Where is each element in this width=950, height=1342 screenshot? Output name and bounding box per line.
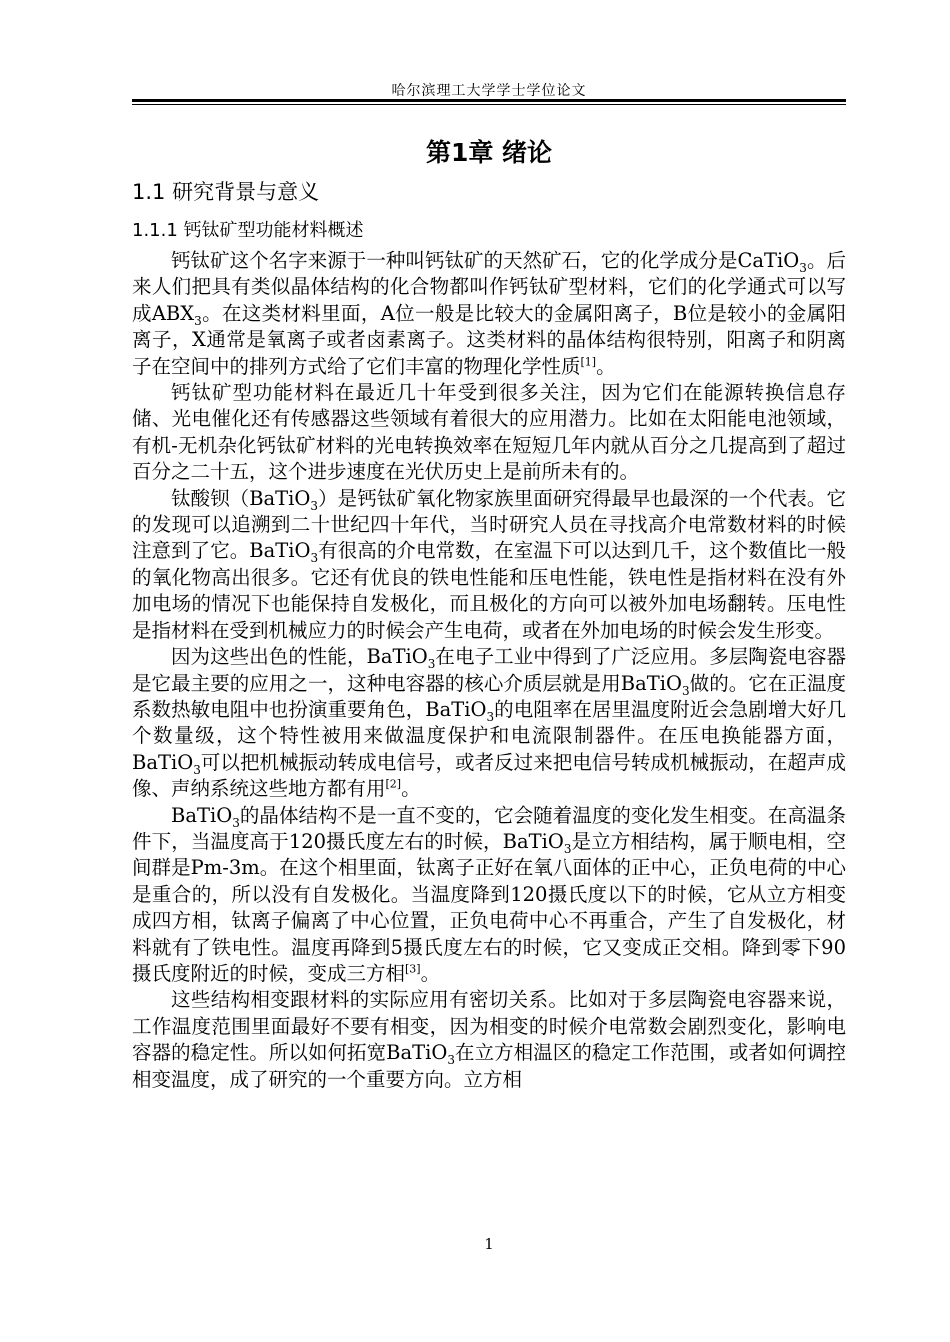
subscript: 3 [310, 551, 319, 566]
section-title: 1.1 研究背景与意义 [132, 180, 320, 204]
citation-ref[interactable]: [2] [385, 777, 402, 791]
running-header: 哈尔滨理工大学学士学位论文 [391, 83, 587, 99]
citation-ref[interactable]: [3] [405, 962, 421, 976]
paragraph-1: 钙钛矿这个名字来源于一种叫钙钛矿的天然矿石，它的化学成分是CaTiO$_3$。后来人们把具有类似晶体结构的化合物都叫作钙钛矿型材料，它们的化学通式可以写成$ABX_3$。在这类材料里面，A位一般是比较大的金属阳离子，B位是较小的金属阳离子，X通常是氧离子或者卤素离子。这类材料的晶体结构很特别，阳离子和阴离子在空间中的排列方式给了它们丰富的物理化学性质[1]。 [132, 249, 846, 378]
subscript: 3 [563, 841, 572, 856]
paragraph-6: 这些结构相变跟材料的实际应用有密切关系。比如对于多层陶瓷电容器来说，工作温度范围里面最好不要有相变，因为相变的时候介电常数会剧烈变化，影响电容器的稳定性。所以如何拓宽BaTiO$_3$在立方相温区的稳定工作范围，或者如何调控相变温度，成了研究的一个重要方向。立方相 [132, 988, 846, 1091]
subscript: 3 [232, 815, 240, 830]
subscript: 3 [427, 656, 436, 671]
subscript: 3 [310, 498, 319, 513]
subscript: 3 [799, 260, 807, 275]
subscript: 3 [194, 313, 202, 328]
subscript: 3 [447, 1053, 455, 1068]
subscript: 3 [486, 709, 495, 724]
body-text [132, 248, 846, 1093]
header-double-rule [132, 99, 846, 105]
paragraph-5: BaTiO$_3$的晶体结构不是一直不变的，它会随着温度的变化发生相变。在高温条件下，当温度高于120摄氏度左右的时候，BaTiO$_3$是立方相结构，属于顺电相，空间群是Pm-3m。在这个相里面，钛离子正好在氧八面体的正中心，正负电荷的中心是重合的，所以没有自发极化。当温度降到120摄氏度以下的时候，它从立方相变成四方相，钛离子偏离了中心位置，正负电荷中心不再重合，产生了自发极化，材料就有了铁电性。温度再降到5摄氏度左右的时候，它又变成正交相。降到零下90摄氏度附近的时候，变成三方相[3]。 [132, 803, 846, 985]
paragraph-2: 钙钛矿型功能材料在最近几十年受到很多关注，因为它们在能源转换信息存储、光电催化还有传感器这些领域有着很大的应用潜力。比如在太阳能电池领域，有机-无机杂化钙钛矿材料的光电转换效率在短短几年内就从百分之几提高到了超过百分之二十五，这个进步速度在光伏历史上是前所未有的。 [132, 381, 846, 484]
paragraph-3: 钛酸钡（BaTiO$_3$）是钙钛矿氧化物家族里面研究得最早也最深的一个代表。它的发现可以追溯到二十世纪四十年代，当时研究人员在寻找高介电常数材料的时候注意到了它。BaTiO$_3$有很高的介电常数，在室温下可以达到几千，这个数值比一般的氧化物高出很多。它还有优良的铁电性能和压电性能，铁电性是指材料在没有外加电场的情况下也能保持自发极化，而且极化的方向可以被外加电场翻转。压电性是指材料在受到机械应力的时候会产生电荷，或者在外加电场的时候会发生形变。 [132, 486, 846, 642]
subscript: 3 [681, 683, 690, 698]
subsection-title: 1.1.1 钙钛矿型功能材料概述 [132, 220, 364, 241]
chapter-title: 第1章 绪论 [425, 138, 553, 167]
subscript: 3 [193, 762, 201, 777]
paragraph-4: 因为这些出色的性能，BaTiO$_3$在电子工业中得到了广泛应用。多层陶瓷电容器是它最主要的应用之一，这种电容器的核心介质层就是用BaTiO$_3$做的。它在正温度系数热敏电阻中也扮演重要角色，BaTiO$_3$的电阻率在居里温度附近会急剧增大好几个数量级，这个特性被用来做温度保护和电流限制器件。在压电换能器方面，BaTiO$_3$可以把机械振动转成电信号，或者反过来把电信号转成机械振动，在超声成像、声纳系统这些地方都有用[2]。 [132, 645, 846, 801]
citation-ref[interactable]: [1] [580, 355, 597, 369]
page-number: 1 [484, 1235, 494, 1253]
